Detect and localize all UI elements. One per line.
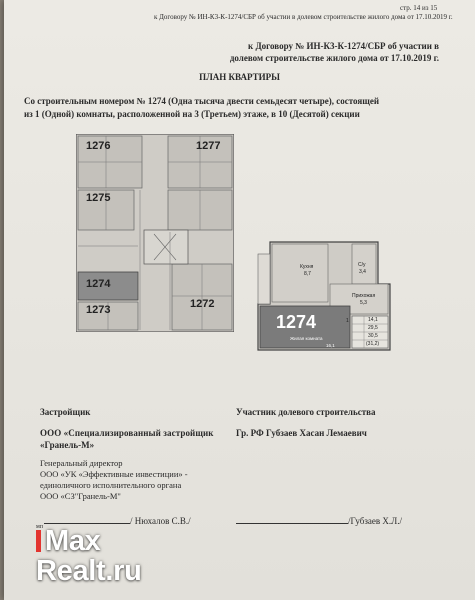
unit-label: 1276 bbox=[86, 140, 111, 152]
hall-area: 5,3 bbox=[360, 300, 367, 306]
developer-name-line-1: ООО «Специализированный застройщик bbox=[40, 428, 214, 438]
bath-label: С/у bbox=[358, 262, 366, 268]
director-block bbox=[40, 458, 188, 502]
developer-signoff: / Нюхалов С.В./ bbox=[130, 516, 191, 526]
page-title: ПЛАН КВАРТИРЫ bbox=[199, 72, 280, 82]
stamp-mark: мп bbox=[36, 524, 44, 530]
watermark-logo bbox=[36, 526, 142, 586]
watermark-bar-icon bbox=[36, 530, 41, 552]
director-line-1: Генеральный директор bbox=[40, 458, 123, 468]
apartment-number: 1274 bbox=[276, 312, 317, 332]
bath-area: 3,4 bbox=[359, 269, 366, 275]
watermark-line-2: Realt.ru bbox=[36, 555, 142, 587]
signature-underline bbox=[44, 514, 130, 524]
unit-label: 1275 bbox=[86, 192, 111, 204]
area-value: 29,5 bbox=[368, 325, 378, 331]
unit-label: 1272 bbox=[190, 298, 215, 310]
apartment-description bbox=[24, 95, 379, 121]
contract-line-1: к Договору № ИН-К3-К-1274/СБР об участии в bbox=[248, 41, 439, 51]
hall-label: Прихожая bbox=[352, 293, 376, 299]
watermark-line-1: Max bbox=[36, 526, 142, 556]
apartment-plan bbox=[256, 240, 394, 352]
kitchen-area: 8,7 bbox=[304, 271, 311, 277]
signature-underline bbox=[236, 514, 348, 524]
developer-heading: Застройщик bbox=[40, 407, 91, 417]
area-value: 14,1 bbox=[368, 317, 378, 323]
director-line-3: единоличного исполнительного органа bbox=[40, 480, 182, 490]
unit-label: 1273 bbox=[86, 304, 111, 316]
area-value: 30,5 bbox=[368, 333, 378, 339]
participant-name: Гр. РФ Губзаев Хасан Лемаевич bbox=[236, 428, 367, 438]
description-line-2: из 1 (Одной) комнаты, расположенной на 3 (Третьем) этаже, в 10 (Десятой) секции bbox=[24, 109, 360, 119]
unit-label-highlighted: 1274 bbox=[86, 278, 111, 290]
unit-label: 1277 bbox=[196, 140, 221, 152]
living-room-label: Жилая комната bbox=[290, 336, 323, 341]
floor-plan bbox=[76, 134, 234, 332]
director-line-2: ООО «УК «Эффективные инвестиции» - bbox=[40, 469, 188, 479]
participant-signoff: /Губзаев Х.Л./ bbox=[348, 516, 402, 526]
participant-signature-line bbox=[236, 514, 402, 526]
kitchen-label: Кухня bbox=[300, 264, 314, 270]
contract-reference bbox=[230, 40, 439, 64]
document-page bbox=[4, 0, 475, 600]
running-header: к Договору № ИН-К3-К-1274/СБР об участии в долевом строительстве жилого дома от 17.10.2019 г. bbox=[154, 13, 453, 21]
room-count: 1 bbox=[346, 318, 349, 324]
participant-heading: Участник долевого строительства bbox=[236, 407, 376, 417]
page-number: стр. 14 из 15 bbox=[400, 4, 438, 12]
description-line-1: Со строительным номером № 1274 (Одна тысяча двести семьдесят четыре), состоящей bbox=[24, 96, 380, 106]
living-room-area: 16,1 bbox=[326, 343, 335, 348]
area-value: (31,2) bbox=[366, 341, 380, 347]
director-line-4: ООО «СЗ"Гранель-М" bbox=[40, 491, 121, 501]
contract-line-2: долевом строительстве жилого дома от 17.10.2019 г. bbox=[229, 53, 439, 63]
developer-name-line-2: «Гранель-М» bbox=[40, 440, 95, 450]
